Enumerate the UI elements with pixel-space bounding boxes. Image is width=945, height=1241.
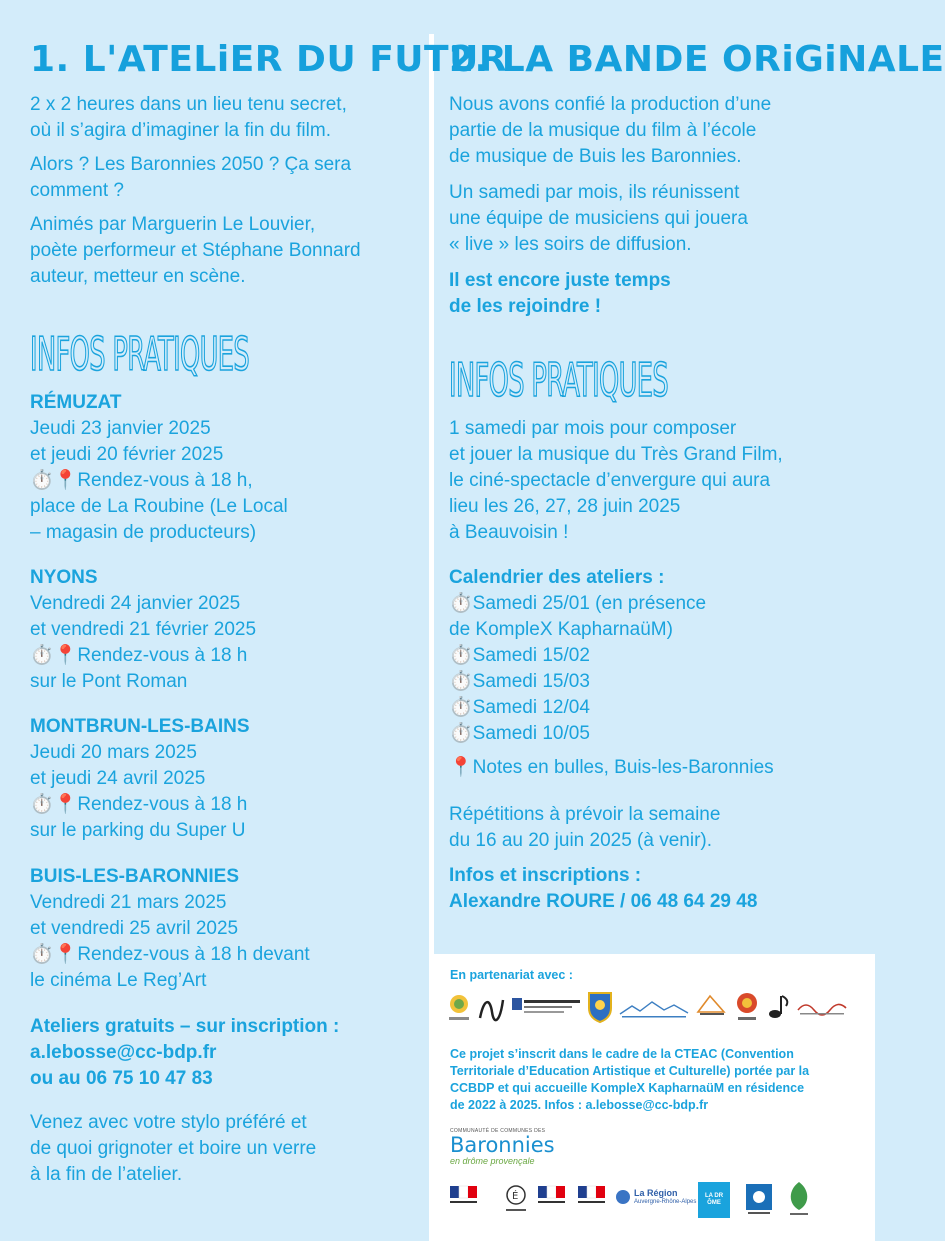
intro-line: où il s’agira d’imaginer la fin du film. (30, 120, 331, 141)
session-line: Jeudi 23 janvier 2025 (30, 418, 211, 439)
intro-line: Nous avons confié la production d’une (449, 94, 772, 115)
intro-line: Animés par Marguerin Le Louvier, (30, 214, 316, 235)
session-line: ⏱️📍Rendez-vous à 18 h devant (30, 944, 310, 965)
infos-pratiques-heading: INFOS PRATIQUES (449, 353, 669, 407)
session-line: et jeudi 20 février 2025 (30, 444, 224, 465)
intro-line: « live » les soirs de diffusion. (449, 234, 692, 255)
intro-line: 2 x 2 heures dans un lieu tenu secret, (30, 94, 347, 115)
session-line: ⏱️📍Rendez-vous à 18 h, (30, 470, 253, 491)
ministere-culture-logo (578, 1186, 606, 1208)
baronnies-subtitle: en drôme provençale (450, 1156, 535, 1166)
drome-logo (698, 1182, 730, 1218)
montbrun-logo (510, 996, 582, 1022)
bande-originale-title: 2. LA BANDE ORiGiNALE (449, 39, 945, 80)
session-buis (30, 864, 310, 994)
partners-panel (432, 954, 875, 1241)
description-line: Territoriale d’Education Artistique et Culturelle) portée par la (450, 1064, 810, 1078)
session-city: BUIS-LES-BARONNIES (30, 866, 240, 887)
region-icon (616, 1190, 630, 1204)
calendar (449, 565, 774, 781)
closing-line: Venez avec votre stylo préféré et (30, 1112, 307, 1133)
bande-infos-text (449, 416, 783, 546)
session-line: sur le Pont Roman (30, 671, 188, 692)
atelier-closing (30, 1110, 316, 1188)
education-logo (498, 1182, 534, 1216)
partners-description (450, 1046, 809, 1114)
partners-heading: En partenariat avec : (450, 968, 573, 982)
infos-line: à Beauvoisin ! (449, 522, 569, 543)
calendar-item: ⏱️Samedi 15/02 (449, 645, 590, 666)
atelier-futur-title: 1. L'ATELiER DU FUTUR (30, 39, 508, 80)
calendar-title: Calendrier des ateliers : (449, 567, 665, 588)
session-remuzat (30, 390, 288, 546)
highlight-line: Il est encore juste temps (449, 270, 671, 291)
republique-logo (450, 1186, 478, 1206)
intro-line: auteur, metteur en scène. (30, 266, 246, 287)
svg-text:É: É (512, 1191, 519, 1202)
region-subtitle: Auvergne-Rhône-Alpes (634, 1199, 697, 1205)
music-school-logo (476, 992, 506, 1024)
session-line: le cinéma Le Reg’Art (30, 970, 207, 991)
infos-line: et jouer la musique du Très Grand Film, (449, 444, 783, 465)
description-line: CCBDP et qui accueille KompleX KapharnaüM en résidence (450, 1081, 805, 1095)
session-line: sur le parking du Super U (30, 820, 246, 841)
baronnies-logo (450, 1128, 570, 1166)
intro-line: une équipe de musiciens qui jouera (449, 208, 748, 229)
mirabel-logo (618, 998, 690, 1020)
regart-logo (796, 998, 848, 1018)
parc-naturel-logo (784, 1180, 814, 1220)
atelier-contact (30, 1014, 339, 1092)
session-line: Vendredi 21 mars 2025 (30, 892, 227, 913)
crest-logo (586, 990, 614, 1024)
session-city: NYONS (30, 567, 98, 588)
contact-phone[interactable]: ou au 06 75 10 47 83 (30, 1068, 213, 1089)
infos-pratiques-heading: INFOS PRATIQUES (30, 327, 250, 381)
intro-line: Alors ? Les Baronnies 2050 ? Ça sera (30, 154, 352, 175)
contact-line: Ateliers gratuits – sur inscription : (30, 1016, 340, 1037)
baronnies-name: Baronnies (450, 1133, 555, 1157)
beaujeu-logo (446, 992, 472, 1024)
session-line: place de La Roubine (Le Local (30, 496, 288, 517)
session-line: Jeudi 20 mars 2025 (30, 742, 197, 763)
atelier-intro (30, 92, 361, 290)
session-line: et vendredi 21 février 2025 (30, 619, 257, 640)
session-city: RÉMUZAT (30, 392, 122, 413)
rehearsals (449, 802, 720, 854)
session-nyons (30, 565, 256, 695)
session-line: ⏱️📍Rendez-vous à 18 h (30, 794, 248, 815)
infos-line: le ciné-spectacle d’envergure qui aura (449, 470, 771, 491)
region-name: La Région (634, 1188, 678, 1198)
music-note-icon (766, 992, 792, 1022)
session-line: et vendredi 25 avril 2025 (30, 918, 239, 939)
calendar-item: de KompleX KapharnaüM) (449, 619, 673, 640)
calendar-item: ⏱️Samedi 25/01 (en présence (449, 593, 707, 614)
nyons-logo (734, 990, 760, 1024)
prefecture-logo (538, 1186, 566, 1208)
session-line: – magasin de producteurs) (30, 522, 257, 543)
calendar-item: ⏱️Samedi 10/05 (449, 723, 590, 744)
infos-line: 1 samedi par mois pour composer (449, 418, 737, 439)
session-line: ⏱️📍Rendez-vous à 18 h (30, 645, 248, 666)
calendar-item: ⏱️Samedi 12/04 (449, 697, 590, 718)
calendar-item: ⏱️Samedi 15/03 (449, 671, 590, 692)
description-line: de 2022 à 2025. Infos : a.lebosse@cc-bdp.fr (450, 1098, 709, 1112)
location-line: 📍Notes en bulles, Buis-les-Baronnies (449, 757, 774, 778)
intro-line: poète performeur et Stéphane Bonnard (30, 240, 361, 261)
baronnies-small-text: COMMUNAUTÉ DE COMMUNES DES (450, 1128, 546, 1134)
infos-line: lieu les 26, 27, 28 juin 2025 (449, 496, 681, 517)
caf-logo (744, 1182, 774, 1218)
contact-email[interactable]: a.lebosse@cc-bdp.fr (30, 1042, 217, 1063)
session-line: Vendredi 24 janvier 2025 (30, 593, 241, 614)
intro-line: comment ? (30, 180, 124, 201)
highlight-line: de les rejoindre ! (449, 296, 602, 317)
bande-contact (449, 863, 757, 915)
rehearsal-line: Répétitions à prévoir la semaine (449, 804, 721, 825)
bande-intro (449, 92, 771, 320)
intro-line: partie de la musique du film à l’école (449, 120, 757, 141)
contact-phone[interactable]: Alexandre ROURE / 06 48 64 29 48 (449, 891, 758, 912)
cairn-logo (694, 992, 728, 1020)
region-logo (616, 1188, 696, 1206)
intro-line: de musique de Buis les Baronnies. (449, 146, 742, 167)
drome-text: LA DRÔME (704, 1193, 724, 1206)
intro-line: Un samedi par mois, ils réunissent (449, 182, 740, 203)
contact-line: Infos et inscriptions : (449, 865, 642, 886)
closing-line: de quoi grignoter et boire un verre (30, 1138, 317, 1159)
description-line: Ce projet s’inscrit dans le cadre de la CTEAC (Convention (450, 1047, 794, 1061)
session-city: MONTBRUN-LES-BAINS (30, 716, 250, 737)
session-line: et jeudi 24 avril 2025 (30, 768, 206, 789)
rehearsal-line: du 16 au 20 juin 2025 (à venir). (449, 830, 713, 851)
session-montbrun (30, 714, 250, 844)
closing-line: à la fin de l’atelier. (30, 1164, 183, 1185)
